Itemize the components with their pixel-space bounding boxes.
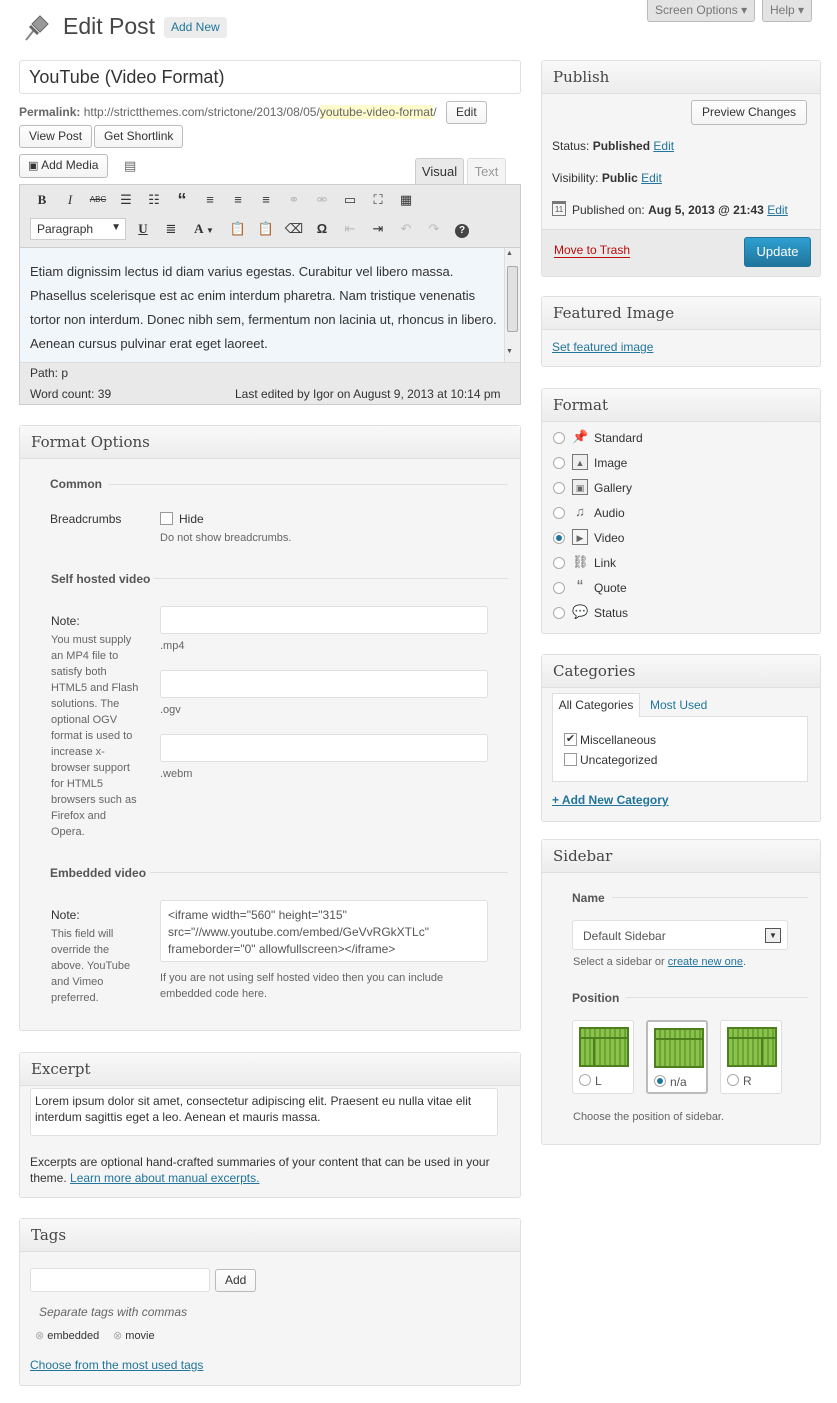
note-label: Note:	[51, 614, 80, 628]
permalink-edit-button[interactable]: Edit	[446, 101, 487, 124]
embed-code-textarea[interactable]	[160, 900, 488, 962]
position-label-none: n/a	[670, 1075, 687, 1089]
featured-image-box	[541, 296, 821, 367]
category-list	[552, 716, 808, 782]
category-label-uncategorized: Uncategorized	[580, 753, 658, 767]
editor-path: Path: p	[30, 366, 69, 380]
position-label-left: L	[595, 1074, 602, 1088]
ogv-input[interactable]	[160, 670, 488, 698]
visibility-label: Visibility:	[552, 171, 599, 185]
format-label-standard: Standard	[594, 431, 643, 445]
kitchen-sink-icon[interactable]: ▦	[399, 192, 413, 207]
format-options-title: Format Options	[20, 426, 520, 459]
published-label: Published on:	[572, 203, 645, 217]
layout-no-sidebar-icon	[654, 1028, 704, 1068]
published-edit-link[interactable]: Edit	[767, 203, 788, 217]
status-label: Status:	[552, 139, 590, 153]
hide-label: Hide	[179, 512, 204, 526]
permalink-base: http://strictthemes.com/strictone/2013/08/05/	[83, 105, 320, 119]
embedded-heading: Embedded video	[50, 866, 147, 880]
tab-all-categories[interactable]	[552, 693, 640, 717]
tab-visual-label: Visual	[421, 164, 458, 179]
category-label-miscellaneous: Miscellaneous	[580, 733, 657, 747]
status-edit-link[interactable]: Edit	[653, 139, 675, 153]
screen-options-button[interactable]	[647, 0, 755, 22]
tag-label: movie	[125, 1330, 155, 1342]
gallery-icon: ▣	[572, 479, 588, 495]
common-heading: Common	[50, 477, 102, 491]
format-title: Format	[542, 389, 820, 422]
format-label-status: Status	[594, 606, 629, 620]
published-row	[572, 203, 788, 217]
tab-text[interactable]	[467, 158, 506, 184]
tab-text-label: Text	[474, 164, 499, 179]
format-radio-quote[interactable]	[553, 582, 565, 594]
category-checkbox-miscellaneous[interactable]: ✔	[565, 733, 576, 745]
status-value: Published	[592, 139, 651, 153]
ogv-label: .ogv	[160, 704, 181, 716]
status-row	[552, 139, 674, 153]
view-post-button[interactable]: View Post	[19, 125, 92, 148]
undo-icon[interactable]: ↶	[400, 221, 412, 236]
featured-image-title: Featured Image	[542, 297, 820, 330]
sidebar-select-hint	[573, 956, 746, 968]
tab-all-categories-label: All Categories	[558, 698, 634, 712]
editor-text: Etiam dignissim lectus id diam varius egestas. Curabitur vel libero massa. Phasellus scelerisque est ac enim interdum pharetra. Nam tristique venenatis tortor non interdum. Donec nibh sem, fermentum non lacinia ut, rhoncus in libero. Aenean cursus pulvinar erat eget laoreet.	[30, 264, 497, 351]
excerpt-value: Lorem ipsum dolor sit amet, consectetur adipiscing elit. Praesent eu nulla vitae elit interdum sagittis eget a leo. Aenean et mauris massa.	[35, 1094, 472, 1124]
tab-visual[interactable]	[415, 158, 464, 184]
visibility-value: Public	[601, 171, 638, 185]
self-hosted-heading: Self hosted video	[51, 572, 151, 586]
embed-help: If you are not using self hosted video then you can include embedded code here.	[160, 972, 444, 1000]
position-radio-none[interactable]	[654, 1075, 666, 1087]
format-label-video: Video	[594, 531, 625, 545]
choose-tags-link[interactable]: Choose from the most used tags	[30, 1358, 204, 1372]
create-new-sidebar-link[interactable]: create new one	[667, 956, 743, 968]
publish-title: Publish	[542, 61, 820, 94]
strikethrough-icon[interactable]: ABC	[89, 195, 107, 204]
permalink-row	[19, 105, 437, 119]
learn-more-link[interactable]: Learn more about manual excerpts.	[70, 1171, 260, 1185]
help-button[interactable]	[762, 0, 812, 22]
remove-tag-icon[interactable]: ⊗	[35, 1330, 45, 1342]
webm-input[interactable]	[160, 734, 488, 762]
sidebar-position-heading: Position	[572, 991, 620, 1005]
page-title: Edit Post	[63, 13, 156, 39]
position-option-none[interactable]	[646, 1020, 708, 1094]
align-right-icon[interactable]: ≡	[262, 192, 270, 207]
triangle-down-icon: ▾	[798, 3, 805, 17]
more-tag-icon[interactable]: ▭	[343, 192, 357, 207]
blockquote-icon[interactable]: “	[177, 190, 187, 210]
mp4-label: .mp4	[160, 640, 185, 652]
format-label-image: Image	[594, 456, 628, 470]
chain-link-icon: ⛓	[572, 554, 589, 569]
position-option-left[interactable]	[572, 1020, 634, 1094]
remove-tag-icon[interactable]: ⊗	[113, 1330, 123, 1342]
new-tag-input[interactable]	[30, 1268, 210, 1292]
chevron-down-icon: ▼	[765, 928, 781, 943]
media-icon: ▣	[28, 160, 39, 172]
calendar-icon: 11	[552, 201, 566, 216]
published-value: Aug 5, 2013 @ 21:43	[648, 203, 764, 217]
format-radio-audio[interactable]	[553, 507, 565, 519]
position-label-right: R	[743, 1074, 752, 1088]
tag-item[interactable]	[113, 1329, 155, 1342]
unlink-icon[interactable]: ⚮	[316, 192, 328, 207]
format-radio-video[interactable]	[553, 532, 565, 544]
format-radio-status[interactable]	[553, 607, 565, 619]
format-label-audio: Audio	[594, 506, 625, 520]
format-radio-link[interactable]	[553, 557, 565, 569]
category-checkbox-uncategorized[interactable]	[564, 753, 577, 766]
tags-separator-hint: Separate tags with commas	[39, 1305, 188, 1319]
tag-label: embedded	[47, 1330, 100, 1342]
get-shortlink-button[interactable]: Get Shortlink	[94, 125, 183, 148]
sidebar-title: Sidebar	[542, 840, 820, 873]
select-text: Select a sidebar or	[573, 956, 668, 968]
format-label-quote: Quote	[594, 581, 627, 595]
embed-note: This field will override the above. YouTube and Vimeo preferred.	[51, 928, 131, 1004]
quote-icon: “	[577, 577, 583, 597]
text-color-icon[interactable]: A ▼	[194, 221, 214, 236]
video-icon: ▶	[572, 529, 588, 545]
link-icon[interactable]: ⚭	[288, 192, 300, 207]
add-tag-button[interactable]: Add	[215, 1269, 256, 1292]
format-radio-image[interactable]	[553, 457, 565, 469]
format-radio-gallery[interactable]	[553, 482, 565, 494]
eraser-icon[interactable]: ⌫	[284, 221, 304, 236]
tags-title: Tags	[20, 1219, 520, 1252]
format-radio-standard[interactable]	[553, 432, 565, 444]
bullet-list-icon[interactable]: ☰	[120, 192, 132, 207]
preview-changes-button[interactable]: Preview Changes	[691, 100, 807, 125]
italic-icon[interactable]: I	[67, 192, 73, 207]
align-center-icon[interactable]: ≡	[234, 192, 242, 207]
sidebar-select-value: Default Sidebar	[583, 929, 666, 943]
help-label: Help	[770, 3, 795, 17]
breadcrumbs-label: Breadcrumbs	[50, 512, 122, 526]
select-dot: .	[743, 956, 747, 968]
visibility-row	[552, 171, 662, 185]
layout-right-sidebar-icon	[727, 1027, 777, 1067]
paste-text-icon[interactable]: 📋	[229, 221, 247, 236]
add-new-button[interactable]: Add New	[164, 17, 227, 38]
paragraph-value: Paragraph	[37, 222, 94, 236]
chevron-down-icon: ▼	[111, 222, 121, 233]
align-left-icon[interactable]: ≡	[206, 192, 214, 207]
numbered-list-icon[interactable]: ☷	[148, 192, 160, 207]
update-button[interactable]: Update	[744, 237, 811, 267]
embed-code-value: <iframe width="560" height="315" src="//www.youtube.com/embed/GeVvRGkXTLc" frameborder="0" allowfullscreen></iframe>	[168, 908, 429, 956]
post-title-input[interactable]	[19, 60, 521, 94]
omega-icon[interactable]: Ω	[316, 221, 328, 236]
excerpt-textarea[interactable]	[30, 1088, 498, 1136]
format-label-link: Link	[594, 556, 617, 570]
justify-icon[interactable]: ≣	[165, 221, 177, 236]
music-icon: ♫	[575, 504, 585, 519]
permalink-slug[interactable]: youtube-video-format	[319, 105, 434, 119]
categories-title: Categories	[542, 655, 820, 688]
post-title-value: YouTube (Video Format)	[29, 67, 225, 87]
pin-icon: 📌	[572, 429, 589, 444]
excerpt-help-text: Excerpts are optional hand-crafted summaries of your content that can be used in your theme.	[30, 1155, 490, 1185]
self-hosted-note: You must supply an MP4 file to satisfy both HTML5 and Flash solutions. The optional OGV format is used to increase x-browser support for HTML5 browsers such as Firefox and Opera.	[51, 634, 139, 838]
hide-checkbox[interactable]	[160, 512, 173, 525]
page-icon	[20, 12, 52, 44]
screen-options-label: Screen Options	[655, 3, 738, 17]
image-icon: ▲	[572, 454, 588, 470]
excerpt-help	[30, 1154, 505, 1186]
move-to-trash-link[interactable]: Move to Trash	[554, 243, 631, 257]
add-media-label: Add Media	[41, 158, 99, 172]
set-featured-image-link[interactable]: Set featured image	[552, 340, 654, 354]
webm-label: .webm	[160, 768, 193, 780]
redo-icon[interactable]: ↷	[428, 221, 440, 236]
add-new-category-link[interactable]: + Add New Category	[552, 793, 669, 807]
position-radio-right[interactable]	[727, 1074, 739, 1086]
visibility-edit-link[interactable]: Edit	[641, 171, 662, 185]
tab-most-used[interactable]: Most Used	[650, 698, 708, 712]
hide-desc: Do not show breadcrumbs.	[160, 532, 292, 544]
help-icon[interactable]: ?	[452, 219, 472, 239]
mp4-input[interactable]	[160, 606, 488, 634]
fullscreen-icon[interactable]: ⛶	[373, 192, 383, 207]
layout-left-sidebar-icon	[579, 1027, 629, 1067]
outdent-icon[interactable]: ⇤	[344, 221, 356, 236]
excerpt-title: Excerpt	[20, 1053, 520, 1086]
speech-bubble-icon: 💬	[572, 604, 589, 619]
add-media-button[interactable]	[19, 154, 108, 178]
editor-content[interactable]	[20, 247, 520, 363]
permalink-end: /	[433, 105, 437, 119]
sidebar-name-heading: Name	[572, 891, 605, 905]
paragraph-select[interactable]	[30, 218, 126, 240]
permalink-label: Permalink:	[19, 105, 81, 119]
position-option-right[interactable]	[720, 1020, 782, 1094]
triangle-down-icon: ▾	[741, 3, 748, 17]
paste-word-icon[interactable]: 📋	[257, 221, 275, 236]
position-radio-left[interactable]	[579, 1074, 591, 1086]
format-label-gallery: Gallery	[594, 481, 633, 495]
word-count: Word count: 39	[30, 387, 112, 401]
underline-icon[interactable]: U	[138, 221, 148, 236]
indent-icon[interactable]: ⇥	[372, 221, 384, 236]
embed-note-label: Note:	[51, 908, 80, 922]
tag-item[interactable]	[35, 1329, 99, 1342]
sidebar-select[interactable]	[572, 920, 788, 950]
bold-icon[interactable]: B	[37, 192, 47, 207]
editor-scrollbar[interactable]: ▲ ▼	[504, 248, 520, 362]
last-edited: Last edited by Igor on August 9, 2013 at 10:14 pm	[235, 387, 501, 401]
form-icon[interactable]: ▤	[124, 158, 137, 173]
position-help: Choose the position of sidebar.	[573, 1111, 725, 1123]
